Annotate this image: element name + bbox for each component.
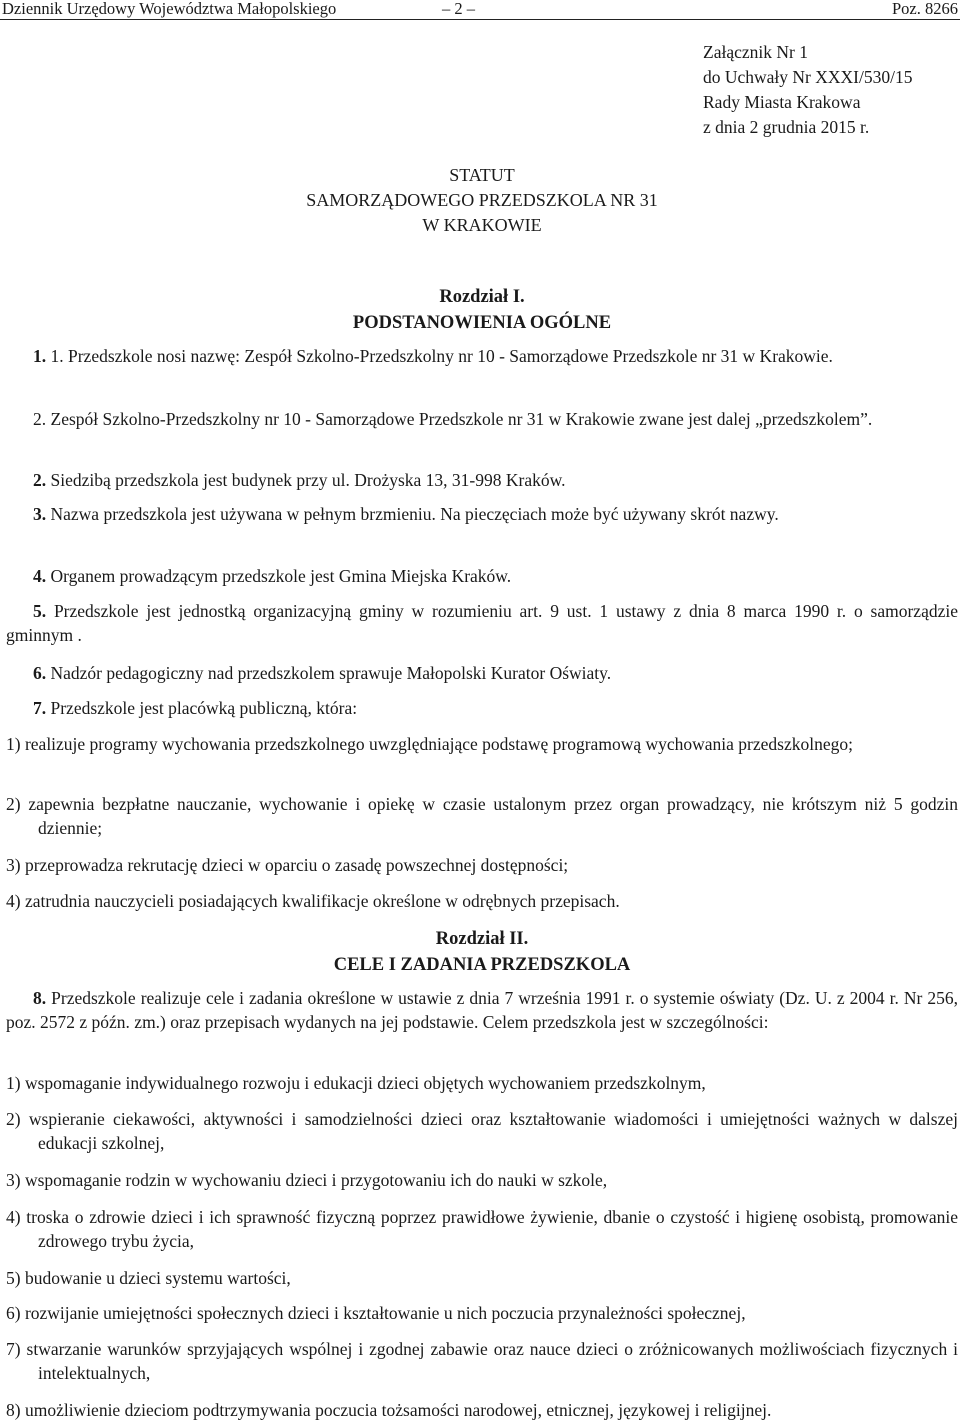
- paragraph-1-2: [6, 407, 958, 431]
- annex-line: do Uchwały Nr XXXI/530/15: [703, 67, 913, 87]
- paragraph-text: Nadzór pedagogiczny nad przedszkolem sprawuje Małopolski Kurator Oświaty.: [46, 663, 612, 683]
- paragraph-8: [6, 986, 958, 1034]
- paragraph-text: Siedzibą przedszkola jest budynek przy ul. Drożyska 13, 31-998 Kraków.: [46, 470, 566, 490]
- section-number: 3.: [33, 504, 47, 524]
- list-item: 6) rozwijanie umiejętności społecznych dzieci i kształtowanie u nich poczucia przynależności społecznej,: [6, 1303, 746, 1323]
- chapter-name: PODSTANOWIENIA OGÓLNE: [352, 313, 612, 333]
- annex-line: Załącznik Nr 1: [703, 42, 808, 62]
- chapter-heading: [6, 284, 958, 336]
- chapter-name: CELE I ZADANIA PRZEDSZKOLA: [333, 955, 631, 975]
- list-item: 4) troska o zdrowie dzieci i ich sprawność fizyczną poprzez prawidłowe żywienie, dbanie o czystość i higienę osobistą, promowanie zdrowego trybu życia,: [6, 1207, 958, 1251]
- journal-title: Dziennik Urzędowy Województwa Małopolskiego: [2, 0, 337, 18]
- paragraph-text: 2. Zespół Szkolno-Przedszkolny nr 10 - Samorządowe Przedszkole nr 31 w Krakowie zwane jest dalej „przedszkolem”.: [33, 409, 873, 429]
- section-number: 7.: [33, 698, 47, 718]
- list-item: 5) budowanie u dzieci systemu wartości,: [6, 1268, 291, 1288]
- section-number: 6.: [33, 663, 47, 683]
- list-item: 1) wspomaganie indywidualnego rozwoju i edukacji dzieci objętych wychowaniem przedszkolnym,: [6, 1073, 706, 1093]
- paragraph-text: Organem prowadzącym przedszkole jest Gmina Miejska Kraków.: [46, 566, 512, 586]
- title-line: W KRAKOWIE: [422, 215, 542, 235]
- paragraph-text: Przedszkole realizuje cele i zadania określone w ustawie z dnia 7 września 1991 r. o systemie oświaty (Dz. U. z 2004 r. Nr 256, poz. 2572 z późn. zm.) oraz przepisach wydanych na jej podstawie. Celem przedszkola jest w szczególności:: [6, 988, 958, 1032]
- section-number: 5.: [33, 601, 47, 621]
- paragraph-text: 1. Przedszkole nosi nazwę: Zespół Szkolno-Przedszkolny nr 10 - Samorządowe Przedszkole nr 31 w Krakowie.: [46, 346, 833, 366]
- annex-line: z dnia 2 grudnia 2015 r.: [703, 117, 870, 137]
- paragraph-4: [6, 564, 958, 588]
- paragraph-6: [6, 661, 958, 685]
- paragraph-text: Przedszkole jest placówką publiczną, która:: [46, 698, 358, 718]
- section-number: 2.: [33, 470, 47, 490]
- list-item: 8) umożliwienie dzieciom podtrzymywania poczucia tożsamości narodowej, etnicznej, językowej i religijnej.: [6, 1400, 772, 1420]
- paragraph-2: [6, 468, 958, 492]
- list-item: 2) zapewnia bezpłatne nauczanie, wychowanie i opiekę w czasie ustalonym przez organ prowadzący, nie krótszym niż 5 godzin dziennie;: [6, 794, 958, 838]
- header-divider: [0, 19, 960, 20]
- paragraph-3: [6, 502, 958, 526]
- section-number: 4.: [33, 566, 47, 586]
- list-item: 3) przeprowadza rekrutację dzieci w oparciu o zasadę powszechnej dostępności;: [6, 855, 569, 875]
- list-item: 4) zatrudnia nauczycieli posiadających kwalifikacje określone w odrębnych przepisach.: [6, 891, 620, 911]
- item-number: Poz. 8266: [892, 0, 958, 18]
- paragraph-5: [6, 599, 958, 647]
- paragraph-text: Przedszkole jest jednostką organizacyjną gminy w rozumieniu art. 9 ust. 1 ustawy z dnia 8 marca 1990 r. o samorządzie gminnym .: [6, 601, 958, 645]
- page-header: [0, 0, 960, 18]
- paragraph-7: [6, 696, 958, 720]
- document-title: [6, 163, 958, 238]
- chapter-label: Rozdział I.: [439, 287, 525, 307]
- annex-block: [703, 40, 960, 140]
- list-item: 7) stwarzanie warunków sprzyjających wspólnej i zgodnej zabawie oraz nauce dzieci o zróżnicowanych możliwościach fizycznych i intelektualnych,: [6, 1339, 958, 1383]
- list-item: 3) wspomaganie rodzin w wychowaniu dzieci i przygotowaniu ich do nauki w szkole,: [6, 1170, 608, 1190]
- chapter-heading: [6, 926, 958, 978]
- title-line: SAMORZĄDOWEGO PRZEDSZKOLA NR 31: [306, 190, 658, 210]
- chapter-label: Rozdział II.: [435, 929, 529, 949]
- paragraph-1: [6, 344, 958, 368]
- title-line: STATUT: [449, 165, 515, 185]
- annex-line: Rady Miasta Krakowa: [703, 92, 861, 112]
- section-number: 8.: [33, 988, 47, 1008]
- paragraph-text: Nazwa przedszkola jest używana w pełnym brzmieniu. Na pieczęciach może być używany skrót nazwy.: [46, 504, 779, 524]
- list-item: 2) wspieranie ciekawości, aktywności i samodzielności dzieci oraz kształtowanie wiadomości i umiejętności ważnych w dalszej edukacji szkolnej,: [6, 1109, 958, 1153]
- page-number: – 2 –: [442, 0, 475, 18]
- list-item: 1) realizuje programy wychowania przedszkolnego uwzględniające podstawę programową wychowania przedszkolnego;: [6, 734, 853, 754]
- section-number: 1.: [33, 346, 47, 366]
